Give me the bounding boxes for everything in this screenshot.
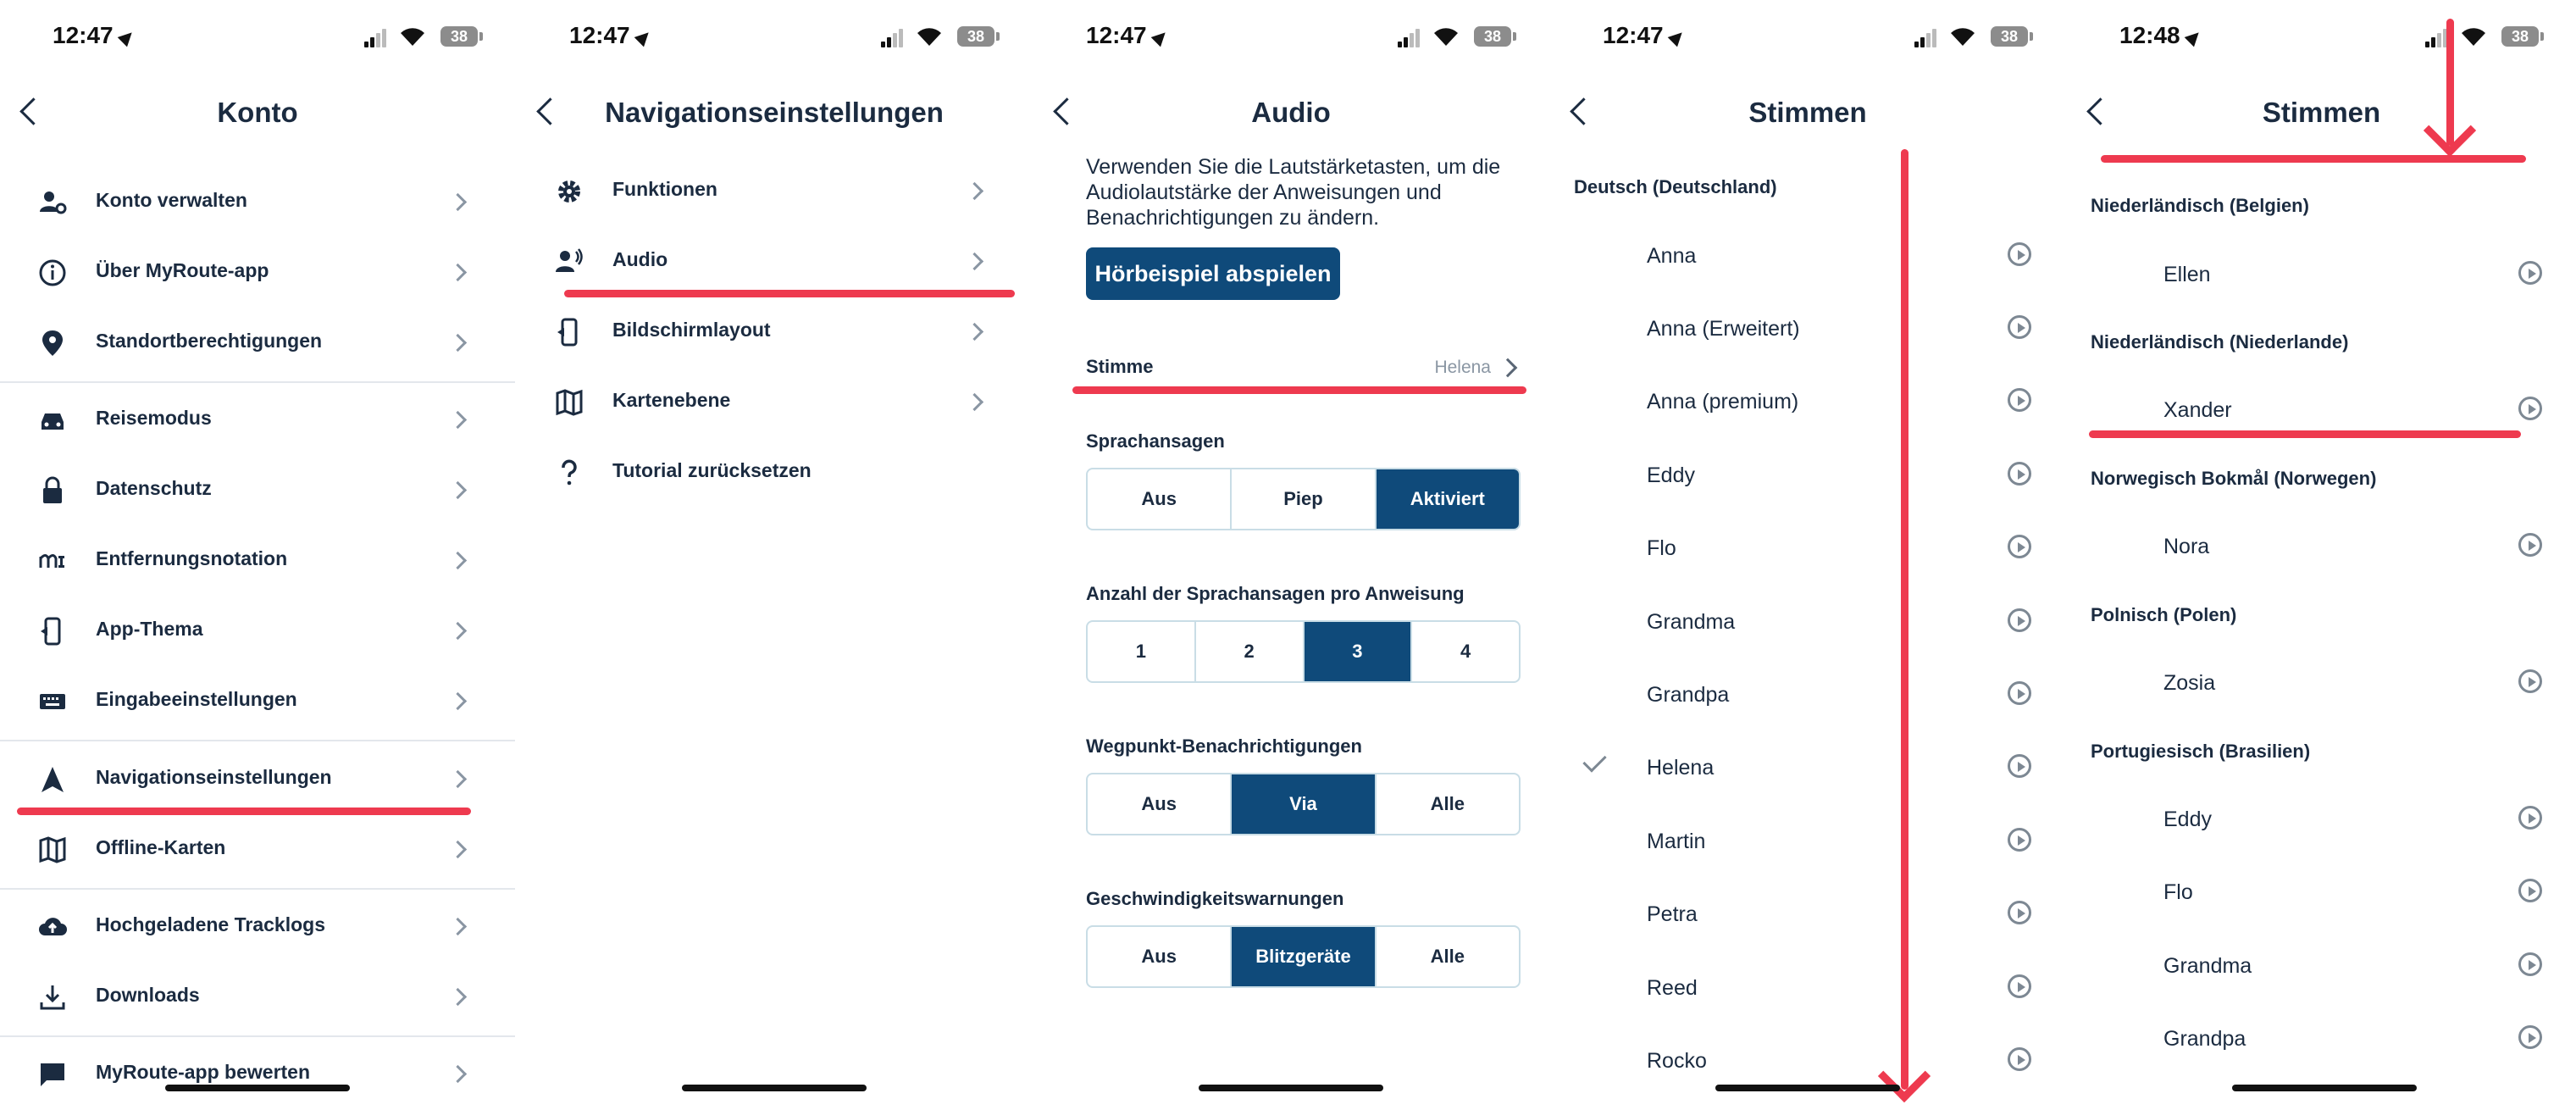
menu-item-label: Bildschirmlayout [612, 319, 771, 341]
voice-row-anna[interactable] [1550, 220, 2065, 293]
language-section-header: Polnisch (Polen) [2091, 604, 2237, 625]
menu-item-bildschirmlayout[interactable] [517, 298, 1032, 366]
highlight-underline [1072, 386, 1526, 394]
voice-name: Grandpa [2163, 1027, 2246, 1051]
status-time: 12:47 [569, 22, 651, 49]
chevron-right-icon [449, 692, 467, 710]
lock-icon [37, 475, 68, 506]
chevron-right-icon [449, 552, 467, 569]
voice-row-martin[interactable] [1550, 806, 2065, 879]
voice-name: Anna [1647, 244, 1697, 268]
menu-item-label: Standortberechtigungen [96, 330, 323, 352]
play-preview-icon[interactable] [2008, 462, 2031, 486]
section-divider [0, 381, 515, 383]
home-indicator [165, 1085, 350, 1091]
voice-row-reed[interactable] [1550, 952, 2065, 1025]
menu-item-label: Funktionen [612, 178, 717, 200]
wifi-icon [1432, 25, 1460, 47]
location-arrow-icon [117, 27, 136, 47]
menu-item-label: App-Thema [96, 618, 203, 640]
info-icon [37, 258, 68, 288]
play-preview-icon[interactable] [2008, 901, 2031, 924]
menu-item-offline-karten[interactable] [0, 816, 515, 884]
menu-item-label: Kartenebene [612, 389, 731, 411]
voice-row-anna-erweitert[interactable] [1550, 293, 2065, 366]
announcement-count-segmented-control [1086, 620, 1521, 683]
voice-row-grandma[interactable] [1550, 586, 2065, 659]
play-preview-icon[interactable] [2518, 397, 2542, 420]
chevron-right-icon [449, 264, 467, 281]
menu-item-reisemodus[interactable] [0, 386, 515, 454]
play-preview-icon[interactable] [2008, 242, 2031, 266]
segment-blitzgeraete[interactable]: Blitzgeräte [1232, 927, 1376, 986]
voice-name: Flo [1647, 536, 1676, 560]
cellular-signal-icon [881, 29, 905, 47]
chevron-right-icon [966, 182, 983, 200]
play-preview-icon[interactable] [2518, 952, 2542, 976]
menu-item-label: Reisemodus [96, 407, 212, 429]
highlight-underline [17, 808, 471, 815]
segment-piep[interactable]: Piep [1232, 469, 1376, 529]
status-time: 12:48 [2119, 22, 2201, 49]
voice-name: Nora [2163, 535, 2210, 558]
voice-row-petra[interactable] [1550, 879, 2065, 952]
chevron-right-icon [449, 334, 467, 352]
voice-row-anna-premium[interactable] [1550, 366, 2065, 439]
menu-item-label: MyRoute-app bewerten [96, 1061, 311, 1083]
map-icon [37, 835, 68, 865]
voice-row-eddy[interactable] [1550, 440, 2065, 513]
play-preview-icon[interactable] [2008, 315, 2031, 339]
play-preview-icon[interactable] [2518, 261, 2542, 285]
keyboard-icon [37, 686, 68, 717]
segment-via[interactable]: Via [1232, 774, 1376, 834]
play-sample-button[interactable]: Hörbeispiel abspielen [1086, 247, 1340, 300]
voice-row-eddy[interactable] [2067, 784, 2576, 857]
screen-layout-icon [554, 317, 584, 347]
menu-item-label: Hochgeladene Tracklogs [96, 913, 325, 935]
voice-row-flo[interactable] [1550, 513, 2065, 586]
battery-icon: 38 [1474, 26, 1511, 47]
gear-icon [554, 176, 584, 207]
voice-label: Stimme [1086, 356, 1154, 377]
play-preview-icon[interactable] [2008, 388, 2031, 412]
segment-aus[interactable]: Aus [1088, 774, 1232, 834]
phone-konto [0, 0, 515, 1110]
wifi-icon [398, 25, 427, 47]
car-icon [37, 405, 68, 436]
map-icon [554, 387, 584, 418]
manage-account-icon [37, 187, 68, 218]
menu-item-standortberechtigungen[interactable] [0, 309, 515, 377]
announcements-label: Sprachansagen [1086, 430, 1225, 452]
cellular-signal-icon [2425, 29, 2449, 47]
voice-row-grandma[interactable] [2067, 930, 2576, 1003]
play-preview-icon[interactable] [2518, 806, 2542, 830]
phone-audio [1033, 0, 1548, 1110]
voice-row-grandpa[interactable] [1550, 659, 2065, 732]
home-indicator [1199, 1085, 1383, 1091]
play-preview-icon[interactable] [2008, 535, 2031, 558]
voice-setting-row[interactable] [1086, 346, 1526, 388]
page-title: Stimmen [1748, 97, 1867, 128]
chevron-right-icon [966, 323, 983, 341]
voice-row-flo[interactable] [2067, 857, 2576, 930]
chevron-right-icon [449, 770, 467, 788]
menu-item-navigationseinstellungen[interactable] [0, 746, 515, 813]
wifi-icon [2459, 25, 2488, 47]
voice-row-zosia[interactable] [2067, 647, 2576, 720]
navigation-arrow-icon [37, 764, 68, 795]
menu-item-audio[interactable] [517, 228, 1032, 296]
home-indicator [1715, 1085, 1900, 1091]
menu-item-tutorial-zuruecksetzen[interactable] [517, 439, 1032, 507]
waypoint-notifications-label: Wegpunkt-Benachrichtigungen [1086, 735, 1362, 757]
voice-name: Flo [2163, 880, 2193, 904]
menu-item-label: Entfernungsnotation [96, 547, 288, 569]
battery-icon: 38 [957, 26, 994, 47]
chevron-right-icon [449, 841, 467, 858]
segment-4[interactable]: 4 [1460, 641, 1471, 662]
page-title: Konto [217, 97, 298, 128]
language-section-header: Portugiesisch (Brasilien) [2091, 741, 2311, 762]
chevron-right-icon [449, 411, 467, 429]
segment-1[interactable]: 1 [1088, 622, 1196, 681]
language-section-header: Niederländisch (Belgien) [2091, 195, 2309, 216]
checkmark-icon [1582, 748, 1606, 772]
location-arrow-icon [634, 27, 653, 47]
segment-aktiviert[interactable]: Aktiviert [1377, 469, 1519, 529]
menu-item-ueber-myroute[interactable] [0, 239, 515, 307]
wifi-icon [1948, 25, 1977, 47]
menu-item-hochgeladene-tracklogs[interactable] [0, 893, 515, 961]
download-icon [37, 982, 68, 1013]
menu-item-downloads[interactable] [0, 963, 515, 1031]
chevron-right-icon [1499, 358, 1518, 378]
voice-name: Anna (premium) [1647, 390, 1799, 413]
play-preview-icon[interactable] [2008, 1047, 2031, 1071]
voice-name: Petra [1647, 902, 1698, 926]
chevron-right-icon [449, 1065, 467, 1083]
theme-icon [37, 616, 68, 647]
highlight-underline [2101, 155, 2526, 163]
location-pin-icon [37, 328, 68, 358]
segment-alle[interactable]: Alle [1430, 793, 1465, 814]
highlight-underline [564, 290, 1015, 297]
speed-warnings-label: Geschwindigkeitswarnungen [1086, 888, 1344, 909]
nav-header [1550, 85, 2065, 144]
status-bar [0, 0, 515, 76]
play-preview-icon[interactable] [2518, 533, 2542, 557]
language-section-header: Deutsch (Deutschland) [1574, 176, 1777, 197]
language-section-header: Norwegisch Bokmål (Norwegen) [2091, 468, 2377, 489]
play-preview-icon[interactable] [2518, 669, 2542, 693]
waypoint-notifications-segmented-control [1086, 773, 1521, 835]
menu-item-konto-verwalten[interactable] [0, 169, 515, 236]
menu-item-label: Datenschutz [96, 477, 212, 499]
section-divider [0, 888, 515, 890]
page-title: Stimmen [2262, 97, 2381, 128]
segment-alle[interactable]: Alle [1430, 946, 1465, 967]
location-arrow-icon [2184, 27, 2203, 47]
voice-row-ellen[interactable] [2067, 239, 2576, 312]
status-time: 12:47 [1603, 22, 1684, 49]
chevron-right-icon [449, 622, 467, 640]
menu-item-label: Navigationseinstellungen [96, 766, 332, 788]
status-time: 12:47 [53, 22, 134, 49]
menu-item-label: Eingabeeinstellungen [96, 688, 297, 710]
chevron-right-icon [966, 253, 983, 270]
play-preview-icon[interactable] [2518, 879, 2542, 902]
chevron-right-icon [449, 988, 467, 1006]
segment-2[interactable]: 2 [1196, 622, 1305, 681]
voice-name: Grandma [1647, 610, 1736, 634]
voice-row-helena[interactable] [1550, 732, 2065, 805]
question-icon [554, 458, 584, 488]
voice-name: Martin [1647, 830, 1706, 853]
menu-item-kartenebene[interactable] [517, 369, 1032, 436]
voice-name: Grandpa [1647, 683, 1730, 707]
menu-item-label: Tutorial zurücksetzen [612, 459, 812, 481]
scroll-annotation-line [1901, 149, 1908, 1090]
nav-header [2067, 85, 2576, 144]
home-indicator [682, 1085, 867, 1091]
page-title: Audio [1251, 97, 1331, 128]
chevron-right-icon [449, 481, 467, 499]
segment-aus[interactable]: Aus [1088, 927, 1232, 986]
voice-name: Xander [2163, 398, 2232, 422]
location-arrow-icon [1150, 27, 1170, 47]
play-preview-icon[interactable] [2008, 828, 2031, 852]
announcement-count-label: Anzahl der Sprachansagen pro Anweisung [1086, 583, 1465, 604]
status-bar [1550, 0, 2065, 76]
nav-header [0, 85, 515, 144]
status-bar [1033, 0, 1548, 76]
cellular-signal-icon [364, 29, 388, 47]
location-arrow-icon [1667, 27, 1687, 47]
menu-item-label: Offline-Karten [96, 836, 226, 858]
voice-name: Rocko [1647, 1049, 1707, 1073]
nav-header [1033, 85, 1548, 144]
chevron-right-icon [449, 918, 467, 935]
language-section-header: Niederländisch (Niederlande) [2091, 331, 2349, 352]
segment-aus[interactable]: Aus [1088, 469, 1232, 529]
play-preview-icon[interactable] [2008, 681, 2031, 705]
menu-item-label: Audio [612, 248, 668, 270]
voice-name: Helena [1647, 756, 1715, 780]
menu-item-datenschutz[interactable] [0, 457, 515, 524]
volume-hint-text: Verwenden Sie die Lautstärketasten, um die Audiolautstärke der Anweisungen und Benachrichtigungen zu ändern. [1086, 155, 1501, 230]
status-bar [517, 0, 1032, 76]
voice-name: Reed [1647, 976, 1698, 1000]
voice-row-grandpa[interactable] [2067, 1003, 2576, 1076]
chevron-right-icon [449, 193, 467, 211]
menu-item-funktionen[interactable] [517, 158, 1032, 225]
menu-item-label: Konto verwalten [96, 189, 247, 211]
voice-name: Eddy [1647, 463, 1695, 487]
play-preview-icon[interactable] [2008, 608, 2031, 632]
phone-stimmen-weitere [2067, 0, 2576, 1110]
play-preview-icon[interactable] [2518, 1025, 2542, 1049]
home-indicator [2232, 1085, 2417, 1091]
menu-item-label: Über MyRoute-app [96, 259, 269, 281]
nav-header [517, 85, 1032, 144]
highlight-underline [2089, 430, 2521, 438]
voice-name: Grandma [2163, 954, 2252, 978]
status-bar [2067, 0, 2576, 76]
play-preview-icon[interactable] [2008, 754, 2031, 778]
voice-name: Anna (Erweitert) [1647, 317, 1800, 341]
battery-icon: 38 [2501, 26, 2539, 47]
voice-name: Eddy [2163, 808, 2212, 831]
voice-name: Ellen [2163, 263, 2211, 286]
chevron-right-icon [966, 393, 983, 411]
announcements-segmented-control [1086, 468, 1521, 530]
menu-item-label: Downloads [96, 984, 200, 1006]
battery-icon: 38 [1991, 26, 2028, 47]
phone-navigationseinstellungen [517, 0, 1032, 1110]
cloud-upload-icon [37, 912, 68, 942]
status-time: 12:47 [1086, 22, 1167, 49]
wifi-icon [915, 25, 944, 47]
segment-3[interactable]: 3 [1305, 622, 1413, 681]
battery-icon: 38 [440, 26, 478, 47]
page-title: Navigationseinstellungen [605, 97, 944, 128]
section-divider [0, 740, 515, 741]
speed-warnings-segmented-control [1086, 925, 1521, 988]
voice-icon [554, 247, 584, 277]
distance-unit-icon [37, 546, 68, 576]
menu-item-app-thema[interactable] [0, 597, 515, 665]
chat-bubble-icon [37, 1059, 68, 1090]
play-preview-icon[interactable] [2008, 974, 2031, 998]
voice-row-nora[interactable] [2067, 511, 2576, 584]
section-divider [0, 1035, 515, 1037]
cellular-signal-icon [1398, 29, 1421, 47]
menu-item-eingabeeinstellungen[interactable] [0, 668, 515, 735]
cellular-signal-icon [1914, 29, 1938, 47]
voice-name: Zosia [2163, 671, 2216, 695]
phone-stimmen-deutsch [1550, 0, 2065, 1110]
menu-item-myroute-bewerten[interactable] [0, 1041, 515, 1108]
voice-value: Helena [1434, 358, 1491, 377]
menu-item-entfernungsnotation[interactable] [0, 527, 515, 595]
